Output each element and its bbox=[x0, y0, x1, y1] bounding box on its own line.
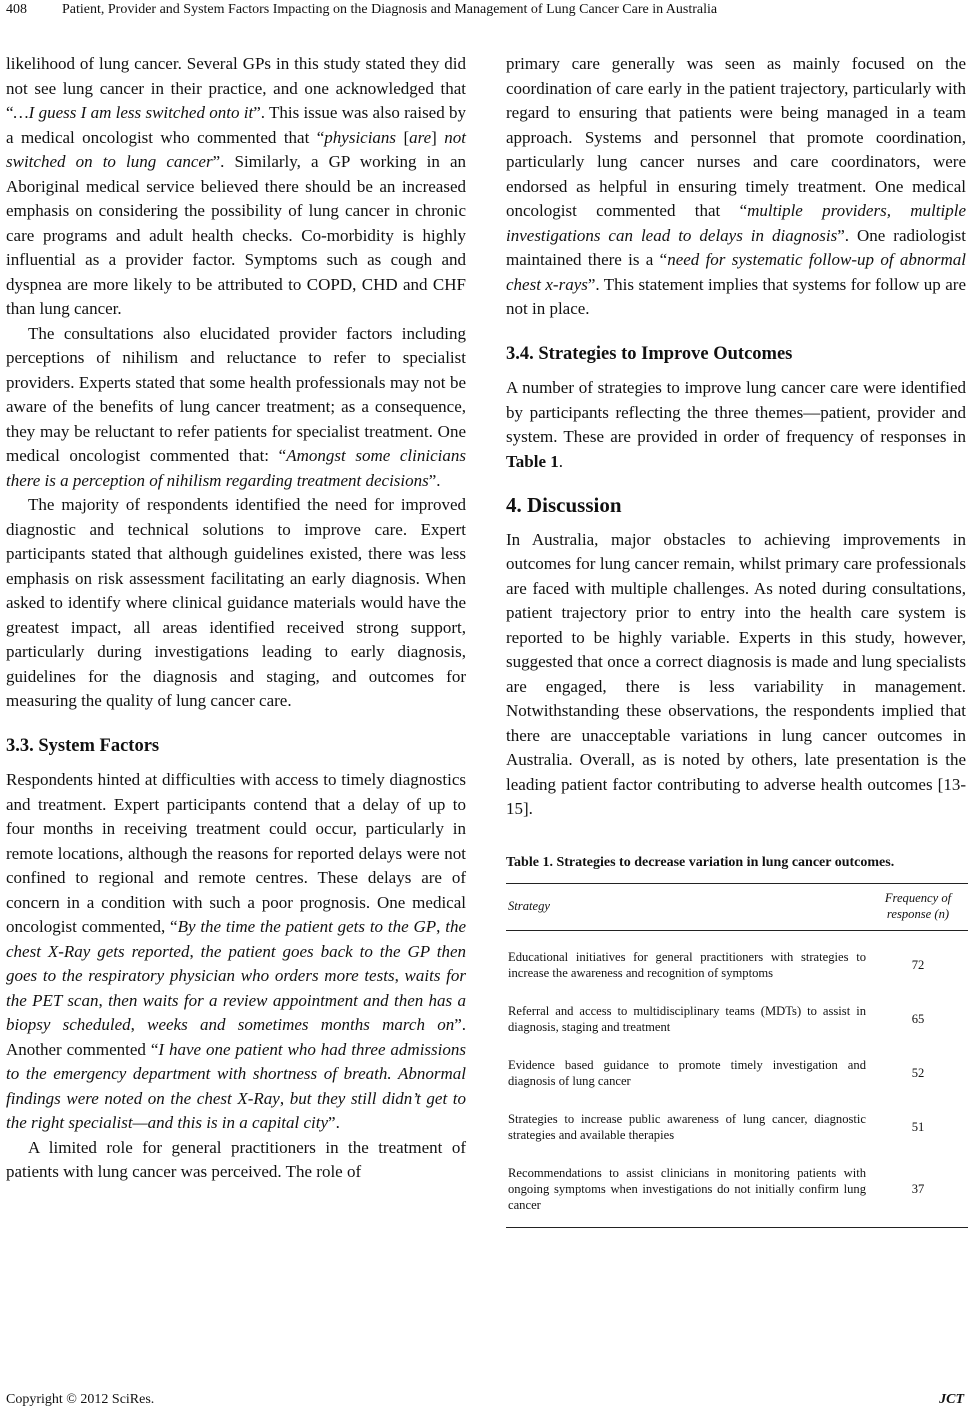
text-run: . bbox=[558, 451, 564, 471]
paragraph bbox=[6, 1136, 466, 1185]
strategy-cell: Strategies to increase public awareness of lung cancer, diagnostic strategies and available therapies bbox=[508, 1111, 866, 1142]
frequency-cell: 52 bbox=[911, 1065, 925, 1080]
column-header-frequency: Frequency of response (n) bbox=[866, 883, 968, 930]
text-run: , bbox=[436, 917, 446, 936]
strategy-cell: Recommendations to assist clinicians in monitoring patients with ongoing symptoms when investigations do not initially confirm lung cancer bbox=[506, 1147, 866, 1228]
text-run: ”. One radiologist maintained there is a “ bbox=[506, 225, 966, 269]
text-run: [ bbox=[396, 127, 410, 147]
text-run: , bbox=[98, 990, 109, 1010]
table-caption: Table 1. Strategies to decrease variation in lung cancer outcomes. bbox=[506, 854, 895, 870]
text-run: ”. This statement implies that systems for follow up are not in place. bbox=[506, 274, 966, 318]
left-column bbox=[6, 52, 466, 1185]
paragraph bbox=[506, 52, 966, 322]
text-run: I have one patient who had three admissions to the emergency department with shortness of breath. Abnormal findings were noted on the chest X-Ray bbox=[6, 1039, 466, 1108]
strategy-cell: Referral and access to multidisciplinary teams (MDTs) to assist in diagnosis, staging and treatment bbox=[508, 1003, 866, 1034]
text-run: primary care generally was seen as mainly focused on the coordination of care early in the patient trajectory, particularly with regard to ensuring that patients were being managed in a team approach. Systems and personnel that promote coordination, particularly lung cancer nurses and care coordinators, were endorsed as helpful in ensuring timely treatment. One medical oncologist commented that “ bbox=[506, 54, 966, 220]
text-run: ”. Another commented “ bbox=[6, 1015, 466, 1059]
text-run: ”. Similarly, a GP working in an Aboriginal medical service believed there should be an increased emphasis on considering the possibility of lung cancer in chronic care programs and adult health checks. Co-morbidity is highly influential as a provider factor. Symptoms such as cough and dyspnea are more likely to be attributed to COPD, CHD and CHF than lung cancer. bbox=[6, 152, 466, 318]
text-run: The consultations also elucidated provider factors including perceptions of nihilism and reluctance to refer to specialist providers. Experts stated that some health professionals may not be aware of the benefits of lung cancer treatment; as a consequence, they may be reluctant to refer patients for specialist treatment. One medical oncologist commented that: “ bbox=[6, 323, 466, 465]
text-run: weeks and sometimes months march on bbox=[147, 1015, 455, 1034]
text-run: In Australia, major obstacles to achieving improvements in outcomes for lung cancer remain, whilst primary care professionals are faced with multiple challenges. As noted during consultations, patient trajectory prior to entry into the health care system is reported to be highly variable. Experts in this study, however, suggested that once a correct diagnosis is made and lung specialists are engaged, there is less variability in management. Notwithstanding these observations, the respondents implied that there are unacceptable variations in lung cancer outcomes in Australia. Overall, as is noted by others, late presentation is the leading patient factor contributing to adverse health outcomes [13-15]. bbox=[506, 529, 966, 818]
text-run: not switched on to lung cancer bbox=[6, 127, 466, 171]
frequency-cell: 51 bbox=[911, 1119, 925, 1134]
text-run: , bbox=[189, 941, 201, 961]
running-title: Patient, Provider and System Factors Impacting on the Diagnosis and Management of Lung Cancer Care in Australia bbox=[62, 2, 718, 17]
strategy-cell: Evidence based guidance to promote timely investigation and diagnosis of lung cancer bbox=[508, 1057, 866, 1088]
table-row bbox=[506, 1039, 968, 1093]
text-run: the patient goes back to the GP then goes to the respiratory physician who orders more tests bbox=[6, 941, 466, 985]
column-header-strategy: Strategy bbox=[506, 883, 866, 930]
text-run: ”. This issue was also raised by a medical oncologist who commented that “ bbox=[6, 103, 467, 147]
text-run: , bbox=[394, 966, 405, 985]
paragraph bbox=[6, 768, 466, 1136]
text-run: …I guess I am less switched onto it bbox=[13, 103, 254, 122]
text-run: ”. bbox=[428, 470, 441, 490]
strategy-cell: Educational initiatives for general practitioners with strategies to increase the awareness and recognition of symptoms bbox=[508, 949, 866, 980]
right-column bbox=[506, 52, 966, 1228]
journal-abbrev: JCT bbox=[939, 1392, 964, 1407]
text-run: Respondents hinted at difficulties with access to timely diagnostics and treatment. Expert participants contend that a delay of up to four months in receiving treatment could occur, particularly in remote locations, although the reasons for reported delays were not confined to regional and remote centres. These delays are of concern in a condition with such a poor prognosis. One medical oncologist commented, “ bbox=[6, 770, 466, 936]
text-run: Table 1 bbox=[506, 451, 559, 471]
copyright: Copyright © 2012 SciRes. bbox=[6, 1392, 155, 1407]
text-run: ] bbox=[431, 127, 445, 147]
table-row bbox=[506, 985, 968, 1039]
text-run: ”. bbox=[328, 1113, 340, 1132]
text-run: likelihood of lung cancer. Several GPs in this study stated they did not see lung cancer in their practice, and one acknowledged that “ bbox=[6, 54, 466, 122]
paragraph bbox=[506, 528, 966, 822]
paragraph bbox=[6, 52, 466, 322]
text-run: but they still didn’t get to the right specialist—and this is in a capital city bbox=[6, 1088, 467, 1132]
text-run: A limited role for general practitioners in the treatment of patients with lung cancer was perceived. The role of bbox=[6, 1137, 466, 1181]
text-run: , bbox=[130, 1015, 148, 1034]
text-run: waits for the PET scan bbox=[6, 966, 466, 1010]
text-run: then waits for a review appointment and then has a biopsy scheduled bbox=[6, 990, 466, 1034]
text-run: By the time the patient gets to the GP bbox=[177, 917, 437, 936]
running-header bbox=[6, 0, 964, 26]
text-run: , bbox=[279, 1088, 290, 1108]
text-run: the chest X-Ray gets reported bbox=[6, 917, 466, 961]
page-number: 408 bbox=[6, 2, 27, 17]
text-run: are bbox=[409, 127, 432, 147]
section-heading: 3.3. System Factors bbox=[6, 735, 160, 756]
text-run: Amongst some clinicians there is a perception of nihilism regarding treatment decisions bbox=[6, 446, 466, 490]
frequency-cell: 37 bbox=[866, 1147, 968, 1228]
table-body bbox=[506, 930, 968, 1227]
section-heading: 3.4. Strategies to Improve Outcomes bbox=[506, 343, 793, 364]
table-header-row bbox=[506, 883, 968, 930]
paragraph bbox=[6, 493, 466, 714]
text-run: need for systematic follow-up of abnormal chest x-rays bbox=[506, 250, 966, 294]
frequency-cell: 65 bbox=[911, 1011, 925, 1026]
strategies-table bbox=[506, 883, 968, 1228]
paragraph bbox=[6, 322, 466, 494]
paragraph bbox=[506, 376, 966, 474]
text-run: A number of strategies to improve lung cancer care were identified by participants reflecting the three themes—patient, provider and system. These are provided in order of frequency of responses in bbox=[506, 378, 966, 446]
section-heading: 4. Discussion bbox=[506, 493, 622, 517]
text-run: physicians bbox=[324, 127, 397, 147]
text-run: The majority of respondents identified the need for improved diagnostic and technical solutions to improve care. Expert participants stated that although guidelines existed, there was less emphasis on risk assessment facilitating an early diagnosis. When asked to identify where clinical guidance materials would have the greatest impact, all areas identified received strong support, particularly during investigations leading to early diagnosis, guidelines for the diagnosis and staging, and outcomes for measuring the quality of lung cancer care. bbox=[6, 495, 466, 710]
frequency-cell: 72 bbox=[911, 957, 925, 972]
table-row bbox=[506, 930, 968, 985]
table-row bbox=[506, 1093, 968, 1147]
table-row bbox=[506, 1147, 968, 1228]
text-run: multiple providers, multiple investigations can lead to delays in diagnosis bbox=[506, 201, 966, 245]
